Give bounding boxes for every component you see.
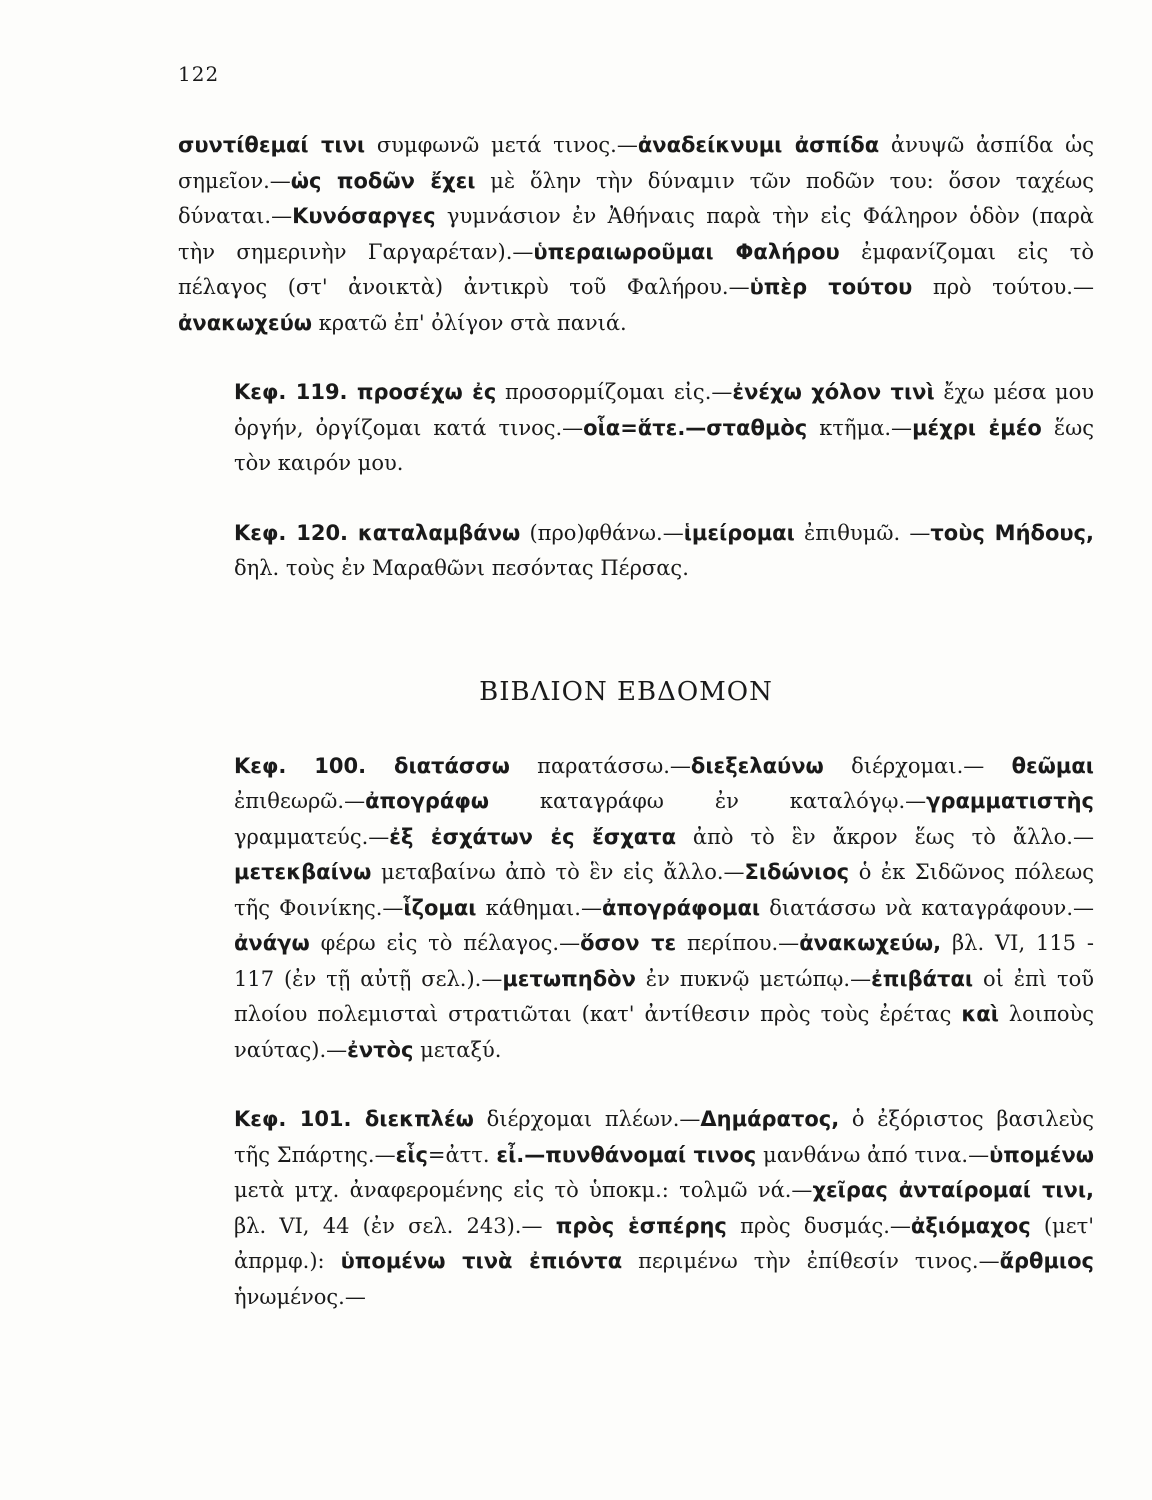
glossary-term: εἶ.—πυνθάνομαί τινος: [496, 1142, 757, 1167]
glossary-definition: δηλ. τοὺς ἐν Μαραθῶνι πεσόντας Πέρσας.: [234, 556, 689, 580]
glossary-term: ὡς ποδῶν ἔχει: [290, 168, 476, 193]
glossary-definition: λοιποὺς ναύτας).—: [234, 1002, 1094, 1062]
glossary-term: Δημάρατος,: [700, 1107, 840, 1131]
glossary-term: ἀνάγω: [234, 931, 310, 955]
glossary-term: Κεφ. 120. καταλαμβάνω: [234, 520, 521, 545]
glossary-term: πρὸς ἑσπέρης: [555, 1213, 727, 1238]
glossary-term: χεῖρας ἀνταίρομαί τινι,: [812, 1178, 1094, 1202]
glossary-paragraph: [178, 375, 1094, 482]
glossary-term: ὑπομένω: [989, 1142, 1094, 1167]
glossary-definition: περιμένω τὴν ἐπίθεσίν τινος.—: [622, 1249, 1000, 1273]
glossary-definition: παρατάσσω.—: [509, 753, 691, 778]
glossary-definition: ὁ ἐξόριστος βασιλεὺς τῆς Σπάρτης.—: [234, 1107, 1094, 1167]
glossary-term: διεξελαύνω: [690, 753, 824, 778]
glossary-term: ὑπὲρ τούτου: [749, 275, 913, 299]
glossary-definition: πρὸς δυσμάς.—: [726, 1213, 911, 1238]
glossary-definition: κρατῶ ἐπ' ὀλίγον στὰ πανιά.: [312, 310, 627, 335]
glossary-term: ὑπεραιωροῦμαι Φαλήρου: [533, 239, 840, 264]
glossary-term: Κυνόσαργες: [292, 204, 436, 228]
glossary-definition: διέρχομαι πλέων.—: [473, 1107, 701, 1131]
glossary-term: οἷα=ἅτε.—σταθμὸς: [583, 415, 808, 440]
glossary-definition: ἐμφανίζομαι εἰς τὸ πέλαγος (στ' ἀνοικτὰ) ἀντικρὺ τοῦ Φαλήρου.—: [178, 239, 1094, 299]
glossary-term: Κεφ. 101. διεκπλέω: [234, 1107, 474, 1131]
glossary-term: ἀπογράφω: [365, 789, 490, 813]
glossary-definition: διατάσσω νὰ καταγράφουν.—: [760, 895, 1094, 920]
glossary-definition: προσορμίζομαι εἰς.—: [496, 380, 733, 404]
page-number: 122: [178, 62, 220, 86]
glossary-definition: περίπου.—: [676, 931, 800, 955]
glossary-definition: κάθημαι.—: [476, 895, 602, 920]
glossary-term: ἐνέχω χόλον τινὶ: [732, 380, 935, 404]
glossary-term: συντίθεμαί τινι: [178, 133, 366, 157]
glossary-term: μετεκβαίνω: [234, 860, 372, 884]
glossary-definition: μετὰ μτχ. ἀναφερομένης εἰς τὸ ὑποκμ.: τολμῶ νά.—: [234, 1178, 813, 1202]
glossary-term: γραμματιστὴς: [926, 789, 1094, 813]
glossary-term: ἐξ ἐσχάτων ἐς ἔσχατα: [389, 824, 676, 849]
glossary-definition: =ἀττ.: [427, 1142, 497, 1167]
glossary-paragraph: [178, 1102, 1094, 1315]
glossary-definition: βλ. VI, 115 - 117 (ἐν τῇ αὐτῇ σελ.).—: [234, 931, 1094, 991]
glossary-definition: φέρω εἰς τὸ πέλαγος.—: [309, 931, 581, 955]
glossary-definition: βλ. VI, 44 (ἐν σελ. 243).—: [234, 1213, 556, 1238]
glossary-definition: ἕως τὸν καιρόν μου.: [234, 415, 1094, 475]
glossary-definition: ἐπιθυμῶ. —: [794, 520, 931, 545]
glossary-definition: μεταξύ.: [413, 1037, 502, 1062]
glossary-term: Σιδώνιος: [744, 860, 850, 884]
glossary-definition: καταγράφω ἐν καταλόγῳ.—: [489, 789, 927, 813]
glossary-term: ἐπιβάται: [871, 966, 974, 991]
glossary-term: καὶ: [961, 1002, 999, 1026]
glossary-definition: (μετ' ἀπρμφ.):: [234, 1213, 1094, 1273]
glossary-term: ἱμείρομαι: [683, 520, 795, 545]
glossary-definition: ἐν πυκνῷ μετώπῳ.—: [635, 966, 872, 991]
glossary-term: ὅσον τε: [580, 931, 677, 955]
glossary-term: ἀνακωχεύω: [178, 310, 312, 335]
glossary-term: Κεφ. 100. διατάσσω: [234, 753, 510, 778]
glossary-term: ἀπογράφομαι: [601, 895, 761, 920]
book-heading: ΒΙΒΛΙΟΝ ΕΒΔΟΜΟΝ: [479, 676, 773, 707]
page-content: [178, 128, 1094, 1315]
glossary-definition: μανθάνω ἀπό τινα.—: [756, 1142, 990, 1167]
glossary-definition: ἀπὸ τὸ ἓν ἄκρον ἕως τὸ ἄλλο.—: [676, 824, 1094, 849]
glossary-term: ὑπομένω τινὰ ἐπιόντα: [340, 1249, 623, 1273]
glossary-term: τοὺς Μήδους,: [930, 520, 1094, 545]
glossary-definition: συμφωνῶ μετά τινος.—: [365, 133, 638, 157]
glossary-term: ἐντὸς: [347, 1037, 414, 1062]
glossary-term: μετωπηδὸν: [502, 966, 636, 991]
glossary-definition: διέρχομαι.—: [823, 753, 1012, 778]
glossary-paragraph: [178, 749, 1094, 1069]
glossary-definition: ὁ ἐκ Σιδῶνος πόλεως τῆς Φοινίκης.—: [234, 860, 1094, 920]
glossary-definition: (προ)φθάνω.—: [520, 520, 684, 545]
glossary-definition: γραμματεύς.—: [234, 824, 390, 849]
glossary-term: Κεφ. 119. προσέχω ἐς: [234, 380, 497, 404]
glossary-definition: οἱ ἐπὶ τοῦ πλοίου πολεμισταὶ στρατιῶται (κατ' ἀντίθεσιν πρὸς τοὺς ἐρέτας: [234, 966, 1095, 1026]
glossary-definition: γυμνάσιον ἐν Ἀθήναις παρὰ τὴν εἰς Φάληρον ὁδὸν (παρὰ τὴν σημερινὴν Γαργαρέταν).—: [178, 204, 1094, 264]
glossary-definition: μεταβαίνω ἀπὸ τὸ ἓν εἰς ἄλλο.—: [371, 860, 745, 884]
glossary-definition: κτῆμα.—: [807, 415, 913, 440]
glossary-definition: μὲ ὅλην τὴν δύναμιν τῶν ποδῶν του: ὅσον ταχέως δύναται.—: [178, 168, 1095, 228]
glossary-paragraph: [178, 128, 1094, 341]
glossary-definition: ἐπιθεωρῶ.—: [234, 789, 366, 813]
glossary-term: θεῶμαι: [1011, 753, 1094, 778]
glossary-term: ἷζομαι: [403, 895, 477, 920]
glossary-term: ἄρθμιος: [999, 1249, 1094, 1273]
glossary-definition: πρὸ τούτου.—: [912, 275, 1094, 299]
glossary-term: ἀνακωχεύω,: [799, 931, 942, 955]
glossary-definition: ἡνωμένος.—: [234, 1284, 366, 1309]
glossary-paragraph: [178, 516, 1094, 587]
glossary-definition: ἀνυψῶ ἀσπίδα ὡς σημεῖον.—: [178, 133, 1094, 193]
glossary-term: εἷς: [395, 1142, 428, 1167]
glossary-definition: ἔχω μέσα μου ὀργήν, ὀργίζομαι κατά τινος.—: [234, 380, 1095, 440]
glossary-term: ἀξιόμαχος: [910, 1213, 1031, 1238]
glossary-term: ἀναδείκνυμι ἀσπίδα: [637, 133, 880, 157]
glossary-term: μέχρι ἐμέο: [912, 415, 1042, 440]
